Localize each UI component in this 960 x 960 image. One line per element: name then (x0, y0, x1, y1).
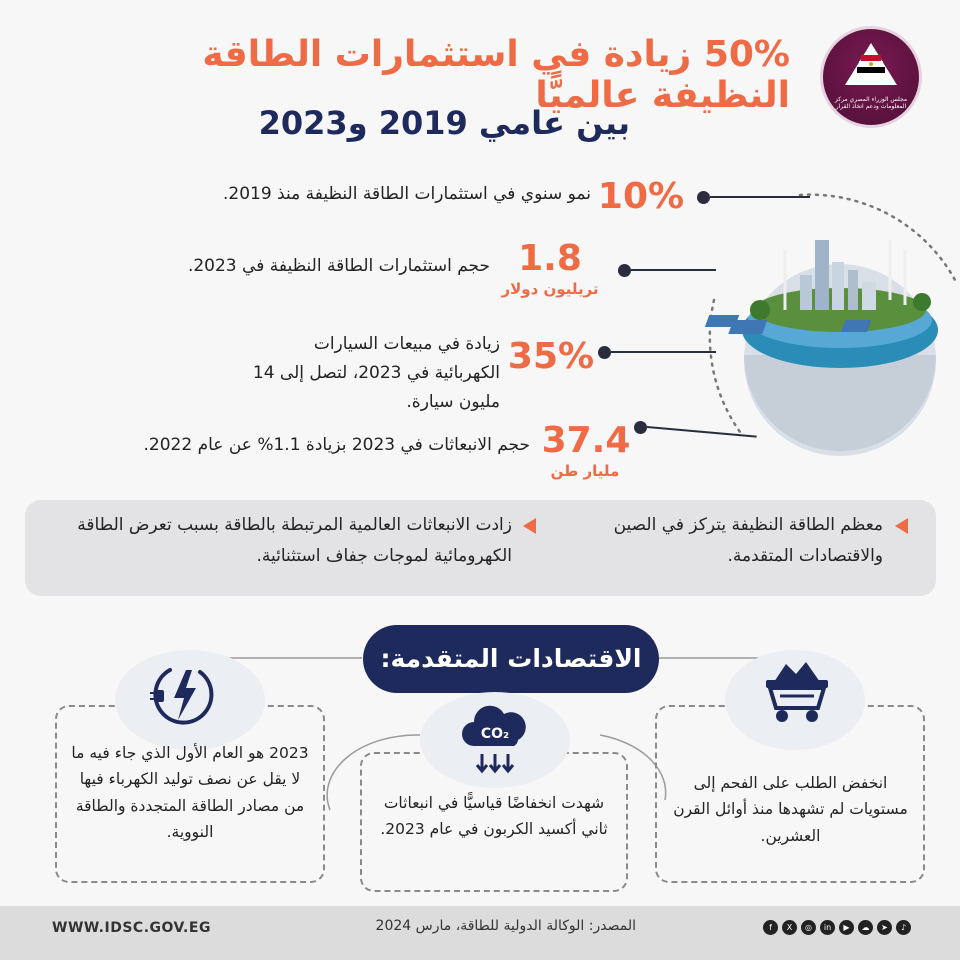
stat-text-investment: حجم استثمارات الطاقة النظيفة في 2023. (187, 256, 490, 276)
logo-caption: مجلس الوزراء المصري مركز المعلومات ودعم اتخاذ القرار (834, 96, 908, 111)
stat-number-growth: 10% (597, 176, 685, 217)
linkedin-icon[interactable]: in (820, 920, 835, 935)
card-text-electricity: 2023 هو العام الأول الذي جاء فيه ما لا يقل عن نصف توليد الكهرباء فيها من مصادر الطاقة المتجددة والطاقة النووية. (71, 744, 309, 842)
stat-number-investment: 1.8 (518, 238, 582, 279)
stat-connector-line (631, 269, 716, 271)
page-title: 50% زيادة في استثمارات الطاقة النظيفة عالميًّا (202, 34, 790, 116)
x-icon[interactable]: X (782, 920, 797, 935)
note-arrow-icon (523, 518, 536, 534)
note-right: معظم الطاقة النظيفة يتركز في الصين والاقتصادات المتقدمة. (613, 515, 883, 566)
svg-text:CO₂: CO₂ (480, 726, 510, 742)
stat-number-ev-sales: 35% (507, 336, 595, 377)
section-title-pill: الاقتصادات المتقدمة: (363, 625, 659, 693)
footer-source: المصدر: الوكالة الدولية للطاقة، مارس 2024 (375, 918, 636, 934)
stat-connector-dot (634, 421, 647, 434)
card-text-co2: شهدت انخفاضًا قياسيًّا في انبعاثات ثاني أكسيد الكربون في عام 2023. (380, 794, 608, 839)
stat-connector-line (710, 196, 810, 198)
facebook-icon[interactable]: f (763, 920, 778, 935)
stat-unit-emissions: مليار طن (550, 462, 620, 480)
stat-text-emissions: حجم الانبعاثات في 2023 بزيادة 1.1% عن عام 2022. (143, 435, 530, 455)
co2-icon (460, 700, 530, 776)
note-left: زادت الانبعاثات العالمية المرتبطة بالطاقة بسبب تعرض الطاقة الكهرومائية لموجات جفاف استثنائية. (77, 515, 512, 566)
idsc-logo (820, 26, 922, 128)
stat-text-growth: نمو سنوي في استثمارات الطاقة النظيفة منذ 2019. (222, 184, 591, 204)
stat-connector-dot (598, 346, 611, 359)
stat-connector-dot (618, 264, 631, 277)
stat-number-emissions: 37.4 (541, 420, 631, 461)
stat-text-ev-sales: زيادة في مبيعات السيارات الكهربائية في 2023، لتصل إلى 14 مليون سيارة. (252, 334, 500, 412)
instagram-icon[interactable]: ◎ (801, 920, 816, 935)
podcast-icon[interactable]: ♪ (896, 920, 911, 935)
stat-connector-line (611, 351, 716, 353)
soundcloud-icon[interactable]: ☁ (858, 920, 873, 935)
youtube-icon[interactable]: ▶ (839, 920, 854, 935)
card-text-coal: انخفض الطلب على الفحم إلى مستويات لم تشهدها منذ أوائل القرن العشرين. (673, 774, 908, 845)
electric-plug-icon (148, 660, 220, 732)
footer-website-link[interactable]: WWW.IDSC.GOV.EG (52, 920, 211, 936)
stat-unit-investment: تريليون دولار (501, 280, 599, 298)
telegram-icon[interactable]: ➤ (877, 920, 892, 935)
note-arrow-icon (895, 518, 908, 534)
page-subtitle: بين عامي 2019 و2023 (258, 104, 630, 142)
globe-city-illustration (700, 170, 960, 490)
coal-cart-icon (760, 656, 834, 726)
stat-connector-dot (697, 191, 710, 204)
